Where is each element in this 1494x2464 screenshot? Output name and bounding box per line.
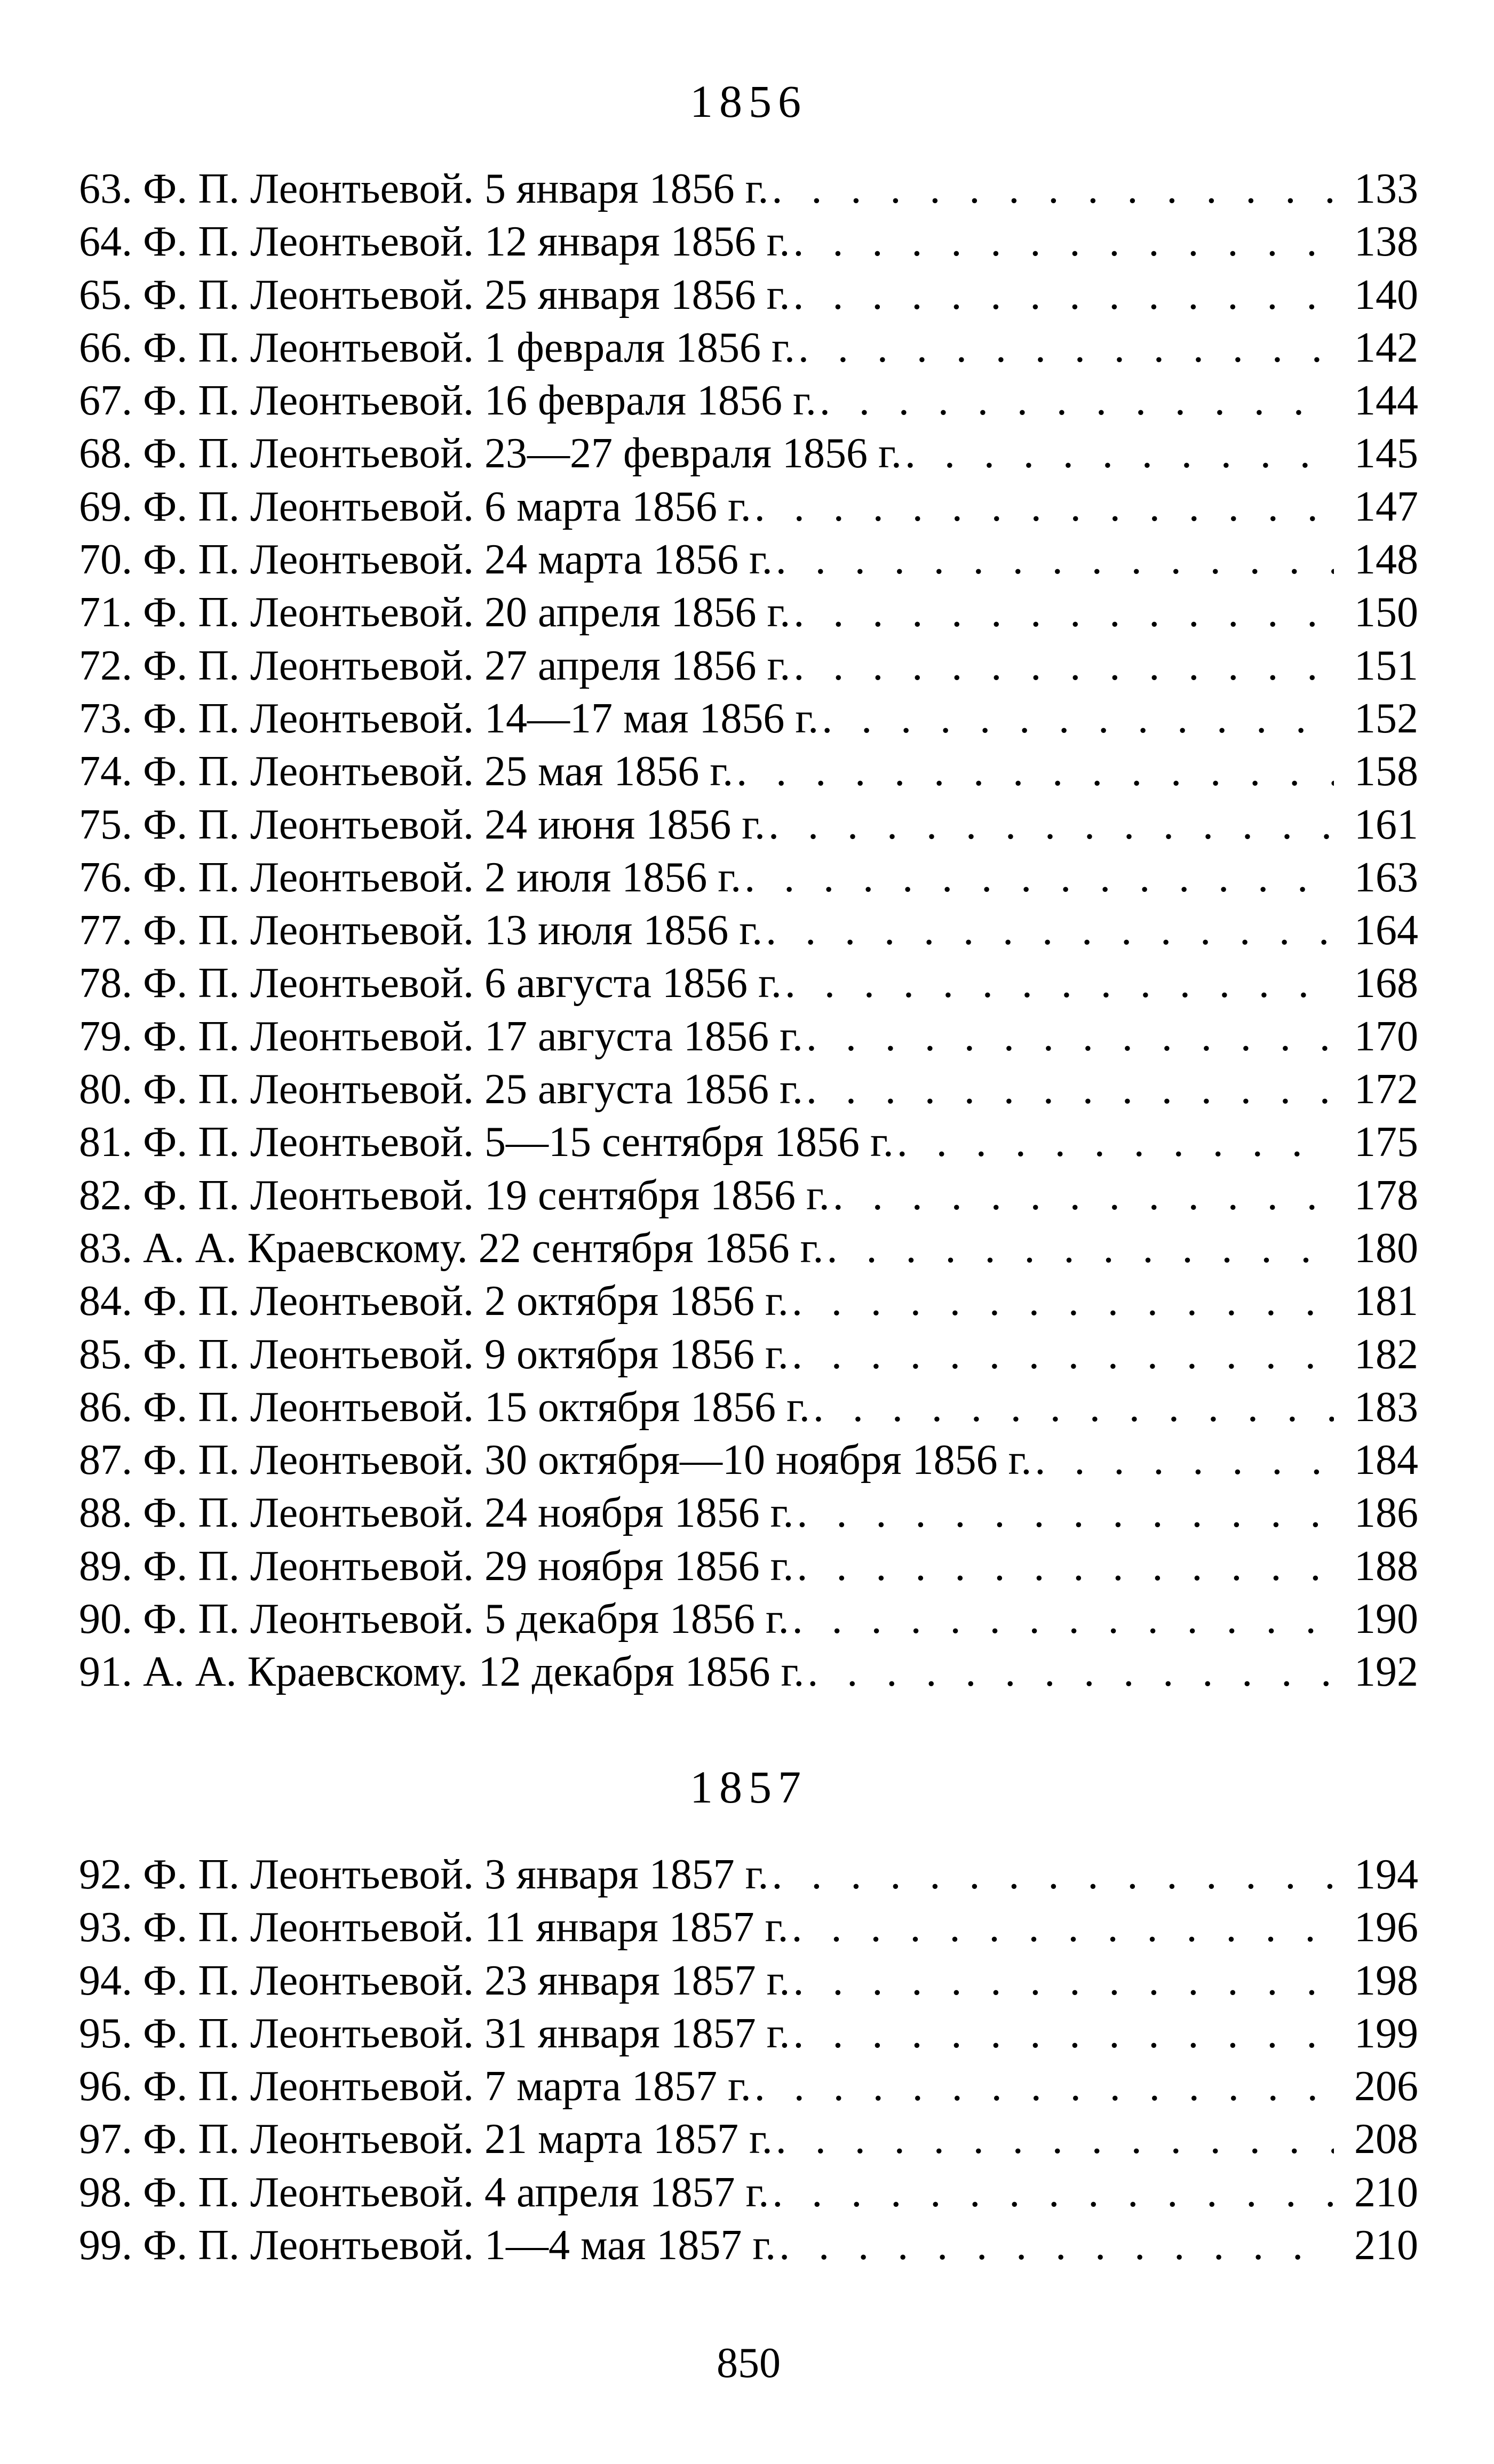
toc-entry-page: 186: [1354, 1489, 1418, 1537]
toc-entry-title: 69. Ф. П. Леонтьевой. 6 марта 1856 г.: [79, 483, 751, 530]
toc-entry-page: 210: [1354, 2168, 1418, 2216]
dot-leader: [905, 427, 1334, 480]
toc-entry: [79, 1116, 1418, 1169]
toc-entry: [79, 1063, 1418, 1116]
toc-entry: [79, 2166, 1418, 2219]
toc-entry: [79, 640, 1418, 692]
toc-entry: [79, 216, 1418, 268]
toc-entry: [79, 1646, 1418, 1699]
dot-leader: [827, 1222, 1334, 1275]
toc-entry-title: 73. Ф. П. Леонтьевой. 14—17 мая 1856 г.: [79, 695, 819, 742]
toc-entry-title: 90. Ф. П. Леонтьевой. 5 декабря 1856 г.: [79, 1596, 789, 1643]
toc-entry-title: 71. Ф. П. Леонтьевой. 20 апреля 1856 г.: [79, 589, 791, 636]
section-year-heading: 1856: [690, 76, 807, 127]
toc-entry-page: 199: [1354, 2010, 1418, 2057]
toc-entry-title: 79. Ф. П. Леонтьевой. 17 августа 1856 г.: [79, 1012, 803, 1060]
toc-entry: [79, 427, 1418, 480]
toc-entry: [79, 2060, 1418, 2113]
dot-leader: [772, 2166, 1334, 2219]
toc-entry-title: 94. Ф. П. Леонтьевой. 23 января 1857 г.: [79, 1957, 790, 2004]
toc-entry-page: 181: [1354, 1278, 1418, 1325]
toc-entry: [79, 2113, 1418, 2166]
dot-leader: [793, 216, 1334, 268]
toc-entry-title: 99. Ф. П. Леонтьевой. 1—4 мая 1857 г.: [79, 2222, 776, 2269]
toc-entry: [79, 1381, 1418, 1434]
toc-entry: [79, 481, 1418, 533]
toc-entry: [79, 1901, 1418, 1954]
toc-entry: [79, 904, 1418, 957]
toc-entry: [79, 533, 1418, 586]
dot-leader: [807, 1646, 1334, 1699]
toc-entry: [79, 1593, 1418, 1646]
toc-entry: [79, 1169, 1418, 1222]
dot-leader: [797, 1540, 1334, 1593]
toc-entry-title: 82. Ф. П. Леонтьевой. 19 сентября 1856 г.: [79, 1171, 830, 1219]
toc-entry-page: 158: [1354, 748, 1418, 795]
dot-leader: [792, 1328, 1334, 1381]
toc-entry-page: 175: [1354, 1119, 1418, 1166]
toc-entry: [79, 1487, 1418, 1540]
dot-leader: [776, 2113, 1334, 2166]
toc-entry-page: 142: [1354, 324, 1418, 371]
dot-leader: [793, 586, 1334, 639]
toc-entry-title: 84. Ф. П. Леонтьевой. 2 октября 1856 г.: [79, 1278, 789, 1325]
toc-entry-title: 75. Ф. П. Леонтьевой. 24 июня 1856 г.: [79, 801, 765, 848]
toc-entry-page: 206: [1354, 2063, 1418, 2110]
dot-leader: [793, 640, 1334, 692]
toc-entry-title: 87. Ф. П. Леонтьевой. 30 октября—10 ноября 1856 г.: [79, 1437, 1032, 1484]
toc-entry-page: 210: [1354, 2222, 1418, 2269]
dot-leader: [779, 2219, 1334, 2272]
toc-entry-title: 63. Ф. П. Леонтьевой. 5 января 1856 г.: [79, 165, 769, 212]
toc-entry-title: 65. Ф. П. Леонтьевой. 25 января 1856 г.: [79, 271, 790, 318]
toc-entry: [79, 1434, 1418, 1487]
dot-leader: [833, 1169, 1334, 1222]
document-page: [79, 0, 1418, 2464]
toc-entry-page: 144: [1354, 377, 1418, 425]
toc-entry: [79, 2007, 1418, 2060]
toc-entry: [79, 269, 1418, 322]
toc-entry-title: 91. А. А. Краевскому. 12 декабря 1856 г.: [79, 1648, 805, 1696]
toc-entry-title: 93. Ф. П. Леонтьевой. 11 января 1857 г.: [79, 1904, 789, 1951]
toc-entry-page: 133: [1354, 165, 1418, 212]
toc-entry-page: 161: [1354, 801, 1418, 848]
toc-entry-title: 98. Ф. П. Леонтьевой. 4 апреля 1857 г.: [79, 2168, 769, 2216]
toc-entry: [79, 692, 1418, 745]
dot-leader: [797, 1487, 1334, 1540]
dot-leader: [776, 533, 1334, 586]
toc-entry-page: 150: [1354, 589, 1418, 636]
toc-entry-page: 151: [1354, 642, 1418, 689]
dot-leader: [793, 2007, 1334, 2060]
toc-entry: [79, 163, 1418, 216]
toc-entry: [79, 745, 1418, 798]
toc-entry-page: 168: [1354, 960, 1418, 1007]
dot-leader: [772, 163, 1334, 216]
toc-entry-page: 145: [1354, 430, 1418, 477]
toc-entry: [79, 1848, 1418, 1901]
toc-entry: [79, 1328, 1418, 1381]
dot-leader: [820, 374, 1334, 427]
toc-entry: [79, 1010, 1418, 1063]
dot-leader: [736, 745, 1334, 798]
dot-leader: [754, 2060, 1334, 2113]
dot-leader: [822, 692, 1334, 745]
toc-entry: [79, 322, 1418, 374]
toc-entry-title: 86. Ф. П. Леонтьевой. 15 октября 1856 г.: [79, 1383, 810, 1431]
dot-leader: [772, 1848, 1334, 1901]
toc-entry-title: 76. Ф. П. Леонтьевой. 2 июля 1856 г.: [79, 854, 742, 901]
toc-entry-page: 184: [1354, 1437, 1418, 1484]
toc-entry-title: 88. Ф. П. Леонтьевой. 24 ноября 1856 г.: [79, 1489, 794, 1537]
toc-entry-title: 77. Ф. П. Леонтьевой. 13 июля 1856 г.: [79, 907, 763, 954]
section-year-heading: 1857: [690, 1761, 807, 1813]
toc-entry-page: 152: [1354, 695, 1418, 742]
toc-entry: [79, 1540, 1418, 1593]
toc-entry-title: 72. Ф. П. Леонтьевой. 27 апреля 1856 г.: [79, 642, 791, 689]
toc-entry-page: 163: [1354, 854, 1418, 901]
toc-entry-page: 172: [1354, 1066, 1418, 1113]
dot-leader: [792, 1593, 1334, 1646]
toc-section-1856: [79, 163, 1418, 1699]
toc-entry: [79, 374, 1418, 427]
dot-leader: [768, 799, 1334, 851]
toc-entry: [79, 1275, 1418, 1328]
toc-entry-title: 97. Ф. П. Леонтьевой. 21 марта 1857 г.: [79, 2116, 773, 2163]
toc-entry: [79, 1955, 1418, 2007]
toc-entry-title: 67. Ф. П. Леонтьевой. 16 февраля 1856 г.: [79, 377, 816, 425]
dot-leader: [792, 1275, 1334, 1328]
toc-entry-title: 80. Ф. П. Леонтьевой. 25 августа 1856 г.: [79, 1066, 803, 1113]
toc-entry-page: 170: [1354, 1012, 1418, 1060]
toc-entry-title: 85. Ф. П. Леонтьевой. 9 октября 1856 г.: [79, 1330, 789, 1378]
toc-entry: [79, 2219, 1418, 2272]
toc-entry-page: 180: [1354, 1224, 1418, 1272]
toc-entry-title: 70. Ф. П. Леонтьевой. 24 марта 1856 г.: [79, 536, 773, 584]
toc-entry-page: 190: [1354, 1596, 1418, 1643]
dot-leader: [806, 1010, 1334, 1063]
dot-leader: [798, 322, 1334, 374]
dot-leader: [806, 1063, 1334, 1116]
toc-entry-page: 188: [1354, 1542, 1418, 1590]
toc-entry: [79, 586, 1418, 639]
toc-entry-title: 96. Ф. П. Леонтьевой. 7 марта 1857 г.: [79, 2063, 751, 2110]
dot-leader: [897, 1116, 1334, 1169]
toc-entry-page: 196: [1354, 1904, 1418, 1951]
toc-section-1857: [79, 1848, 1418, 2272]
dot-leader: [754, 481, 1334, 533]
toc-entry-title: 74. Ф. П. Леонтьевой. 25 мая 1856 г.: [79, 748, 734, 795]
toc-entry-title: 64. Ф. П. Леонтьевой. 12 января 1856 г.: [79, 218, 790, 266]
toc-entry-title: 92. Ф. П. Леонтьевой. 3 января 1857 г.: [79, 1851, 769, 1898]
toc-entry-page: 183: [1354, 1383, 1418, 1431]
toc-entry-page: 140: [1354, 271, 1418, 318]
toc-entry-page: 208: [1354, 2116, 1418, 2163]
toc-entry-title: 68. Ф. П. Леонтьевой. 23—27 февраля 1856 г.: [79, 430, 902, 477]
toc-entry-page: 138: [1354, 218, 1418, 266]
dot-leader: [813, 1381, 1334, 1434]
toc-entry-title: 95. Ф. П. Леонтьевой. 31 января 1857 г.: [79, 2010, 790, 2057]
toc-entry: [79, 799, 1418, 851]
toc-entry: [79, 1222, 1418, 1275]
dot-leader: [793, 1955, 1334, 2007]
toc-entry-title: 83. А. А. Краевскому. 22 сентября 1856 г.: [79, 1224, 824, 1272]
toc-entry: [79, 851, 1418, 904]
toc-entry-page: 164: [1354, 907, 1418, 954]
toc-entry-title: 78. Ф. П. Леонтьевой. 6 августа 1856 г.: [79, 960, 782, 1007]
toc-entry: [79, 957, 1418, 1010]
dot-leader: [766, 904, 1334, 957]
dot-leader: [744, 851, 1334, 904]
dot-leader: [793, 269, 1334, 322]
toc-entry-page: 198: [1354, 1957, 1418, 2004]
toc-entry-page: 178: [1354, 1171, 1418, 1219]
dot-leader: [1035, 1434, 1334, 1487]
page-number: 850: [717, 2340, 781, 2387]
toc-entry-page: 148: [1354, 536, 1418, 584]
toc-entry-title: 81. Ф. П. Леонтьевой. 5—15 сентября 1856 г.: [79, 1119, 894, 1166]
dot-leader: [785, 957, 1334, 1010]
toc-entry-title: 66. Ф. П. Леонтьевой. 1 февраля 1856 г.: [79, 324, 795, 371]
toc-entry-page: 182: [1354, 1330, 1418, 1378]
toc-entry-page: 194: [1354, 1851, 1418, 1898]
toc-entry-page: 147: [1354, 483, 1418, 530]
dot-leader: [791, 1901, 1334, 1954]
toc-entry-page: 192: [1354, 1648, 1418, 1696]
toc-entry-title: 89. Ф. П. Леонтьевой. 29 ноября 1856 г.: [79, 1542, 794, 1590]
